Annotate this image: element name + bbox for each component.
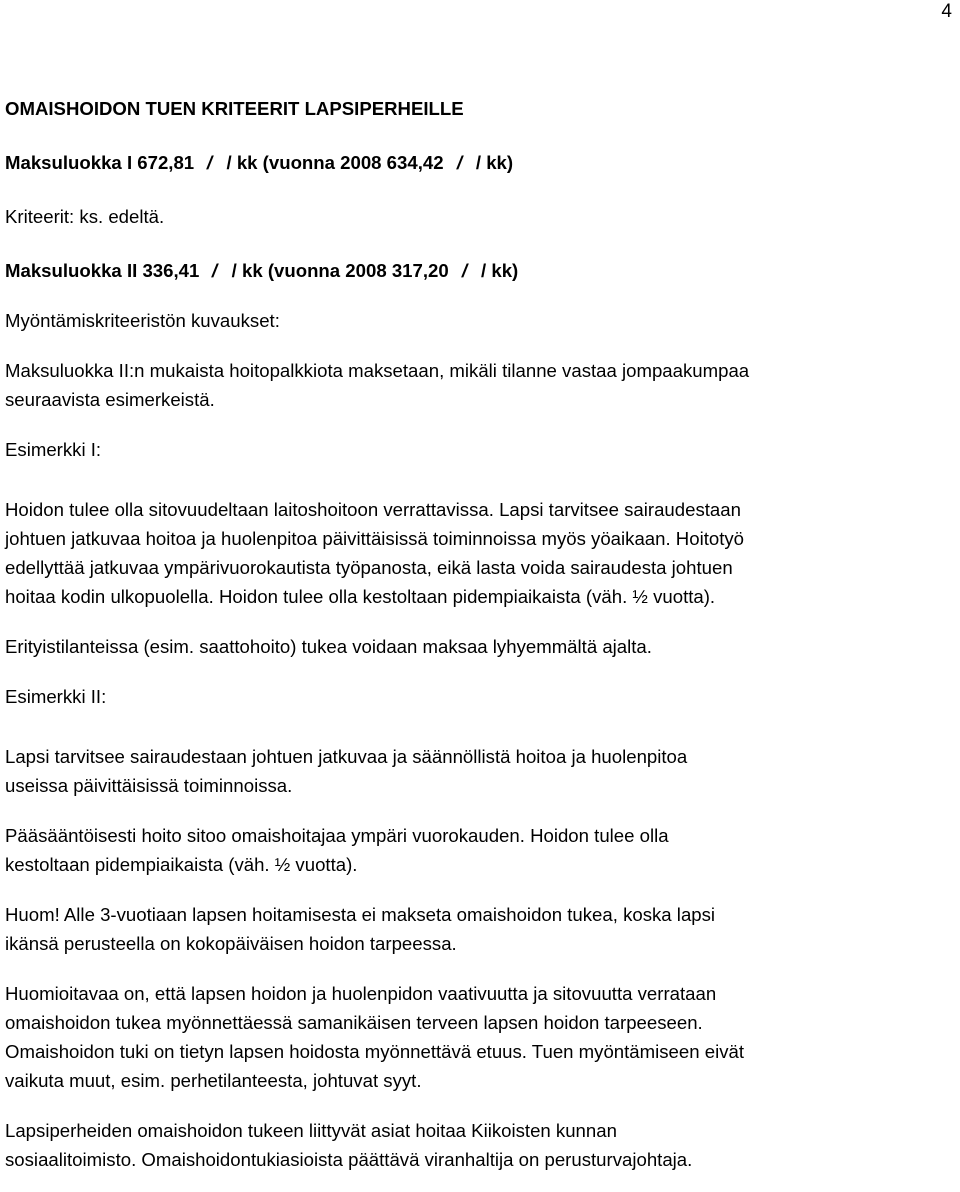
text-line: Pääsääntöisesti hoito sitoo omaishoitajaa ympäri vuorokauden. Hoidon tulee olla — [5, 825, 669, 846]
payment-class-1-text-3: / kk) — [470, 152, 514, 173]
consideration-paragraph — [5, 979, 960, 1095]
text-line: Lapsiperheiden omaishoidon tukeen liittyvät asiat hoitaa Kiikoisten kunnan — [5, 1120, 617, 1141]
descriptions-title: Myöntämiskriteeristön kuvaukset: — [5, 310, 280, 331]
payment-class-2 — [5, 256, 960, 285]
example-1-title: Esimerkki I: — [5, 439, 102, 460]
text-line: edellyttää jatkuvaa ympärivuorokautista työpanosta, eikä lasta voida sairaudesta johtuen — [5, 557, 733, 578]
text-line: kestoltaan pidempiaikaista (väh. ½ vuotta). — [5, 854, 358, 875]
document-heading: OMAISHOIDON TUEN KRITEERIT LAPSIPERHEILLE — [5, 98, 464, 119]
text-line: johtuen jatkuvaa hoitoa ja huolenpitoa päivittäisissä toiminnoissa myös yöaikaan. Hoitotyö — [5, 528, 745, 549]
payment-class-2-text-3: / kk) — [475, 260, 519, 281]
example-2-paragraph — [5, 742, 960, 800]
intro-paragraph — [5, 356, 960, 414]
text-line: ikänsä perusteella on kokopäiväisen hoidon tarpeessa. — [5, 933, 457, 954]
currency-glyph: / — [460, 260, 470, 281]
payment-class-1 — [5, 148, 960, 177]
document-body — [5, 94, 960, 1174]
page-number: 4 — [941, 1, 952, 22]
text-line: Omaishoidon tuki on tietyn lapsen hoidosta myönnettävä etuus. Tuen myöntämiseen eivät — [5, 1041, 745, 1062]
currency-glyph: / — [205, 152, 216, 173]
payment-class-1-text-2: / kk (vuonna 2008 634,42 — [221, 152, 444, 173]
currency-glyph: / — [454, 152, 465, 173]
text-line: Huomioitavaa on, että lapsen hoidon ja huolenpidon vaativuutta ja sitovuutta verrataan — [5, 983, 717, 1004]
text-line: Huom! Alle 3-vuotiaan lapsen hoitamisesta ei makseta omaishoidon tukea, koska lapsi — [5, 904, 716, 925]
example-2-title: Esimerkki II: — [5, 686, 107, 707]
note-paragraph — [5, 900, 960, 958]
payment-class-2-text-2: / kk (vuonna 2008 317,20 — [226, 260, 449, 281]
payment-class-2-text: Maksuluokka II 336,41 — [5, 260, 200, 281]
text-line: Maksuluokka II:n mukaista hoitopalkkiota maksetaan, mikäli tilanne vastaa jompaakumpaa — [5, 360, 750, 381]
text-line: Hoidon tulee olla sitovuudeltaan laitoshoitoon verrattavissa. Lapsi tarvitsee sairaudestaan — [5, 499, 741, 520]
example-1-paragraph — [5, 495, 960, 611]
currency-glyph: / — [210, 260, 221, 281]
text-line: hoitaa kodin ulkopuolella. Hoidon tulee olla kestoltaan pidempiaikaista (väh. ½ vuotta). — [5, 586, 716, 607]
text-line: vaikuta muut, esim. perhetilanteesta, johtuvat syyt. — [5, 1070, 422, 1091]
special-cases-paragraph: Erityistilanteissa (esim. saattohoito) tukea voidaan maksaa lyhyemmältä ajalta. — [5, 636, 652, 657]
payment-class-1-text: Maksuluokka I 672,81 — [5, 152, 195, 173]
text-line: useissa päivittäisissä toiminnoissa. — [5, 775, 293, 796]
text-line: Lapsi tarvitsee sairaudestaan johtuen jatkuvaa ja säännöllistä hoitoa ja huolenpitoa — [5, 746, 688, 767]
criteria-reference: Kriteerit: ks. edeltä. — [5, 206, 165, 227]
main-rule-paragraph — [5, 821, 960, 879]
text-line: seuraavista esimerkeistä. — [5, 389, 215, 410]
text-line: omaishoidon tukea myönnettäessä samanikäisen terveen lapsen hoidon tarpeeseen. — [5, 1012, 703, 1033]
contact-paragraph — [5, 1116, 960, 1174]
text-line: sosiaalitoimisto. Omaishoidontukiasioista päättävä viranhaltija on perusturvajohtaja. — [5, 1149, 693, 1170]
